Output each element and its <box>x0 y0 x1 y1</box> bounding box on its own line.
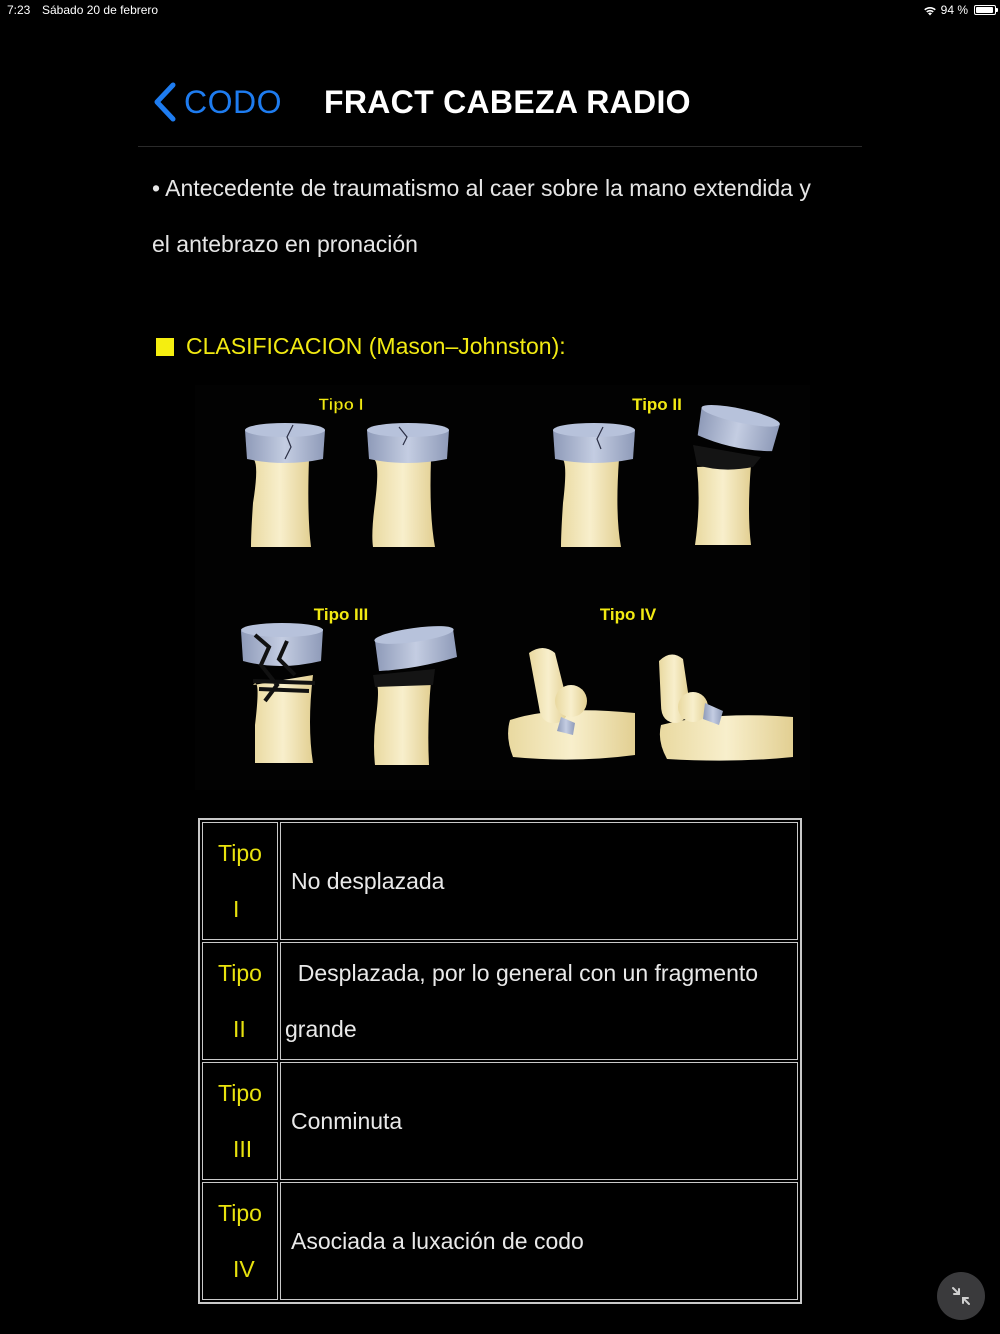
classification-heading <box>156 333 566 360</box>
description-cell: Desplazada, por lo general con un fragmento grande <box>280 942 798 1060</box>
table-row <box>202 942 798 1060</box>
page-title: FRACT CABEZA RADIO <box>324 84 691 120</box>
figure-label-tipo-iii: Tipo III <box>313 605 369 624</box>
type-number: I <box>233 896 240 922</box>
classification-heading-text: CLASIFICACION (Mason–Johnston): <box>186 333 566 359</box>
battery-percent: 94 % <box>940 3 968 17</box>
type-word: Tipo <box>218 1080 262 1106</box>
description-cell: Conminuta <box>280 1062 798 1180</box>
type-number: II <box>233 1016 246 1042</box>
wifi-icon <box>923 5 937 16</box>
status-date: Sábado 20 de febrero <box>42 3 159 17</box>
minimize-button[interactable] <box>937 1272 985 1320</box>
description-cell: No desplazada <box>280 822 798 940</box>
battery-icon <box>974 5 996 15</box>
status-bar <box>0 0 1000 22</box>
figure-label-tipo-i: Tipo I <box>318 395 364 414</box>
type-word: Tipo <box>218 1200 262 1226</box>
classification-table <box>198 818 802 1304</box>
type-number: III <box>233 1136 253 1162</box>
table-row <box>202 1182 798 1300</box>
status-time: 7:23 <box>7 3 31 17</box>
table-row <box>202 822 798 940</box>
back-label: CODO <box>184 83 282 120</box>
collapse-arrows-icon <box>949 1284 973 1308</box>
type-cell <box>202 1182 278 1300</box>
type-word: Tipo <box>218 840 262 866</box>
table-row <box>202 1062 798 1180</box>
intro-text: • Antecedente de traumatismo al caer sobre la mano extendida y el antebrazo en pronación <box>152 175 811 257</box>
figure-label-tipo-iv: Tipo IV <box>599 605 657 624</box>
navigation-bar <box>138 78 862 147</box>
tipo-ii-drawing <box>553 401 781 547</box>
tipo-iv-drawing <box>508 648 793 761</box>
type-word: Tipo <box>218 960 262 986</box>
type-cell <box>202 942 278 1060</box>
type-number: IV <box>233 1256 255 1282</box>
chevron-left-icon <box>152 80 178 124</box>
description-cell: Asociada a luxación de codo <box>280 1182 798 1300</box>
mason-classification-illustration <box>195 385 810 790</box>
yellow-square-bullet <box>156 338 174 356</box>
figure-label-tipo-ii: Tipo II <box>632 395 682 414</box>
tipo-i-drawing <box>245 423 449 547</box>
type-cell <box>202 822 278 940</box>
status-indicators <box>923 3 968 17</box>
back-button[interactable] <box>152 80 282 124</box>
type-cell <box>202 1062 278 1180</box>
tipo-iii-drawing <box>241 623 457 765</box>
